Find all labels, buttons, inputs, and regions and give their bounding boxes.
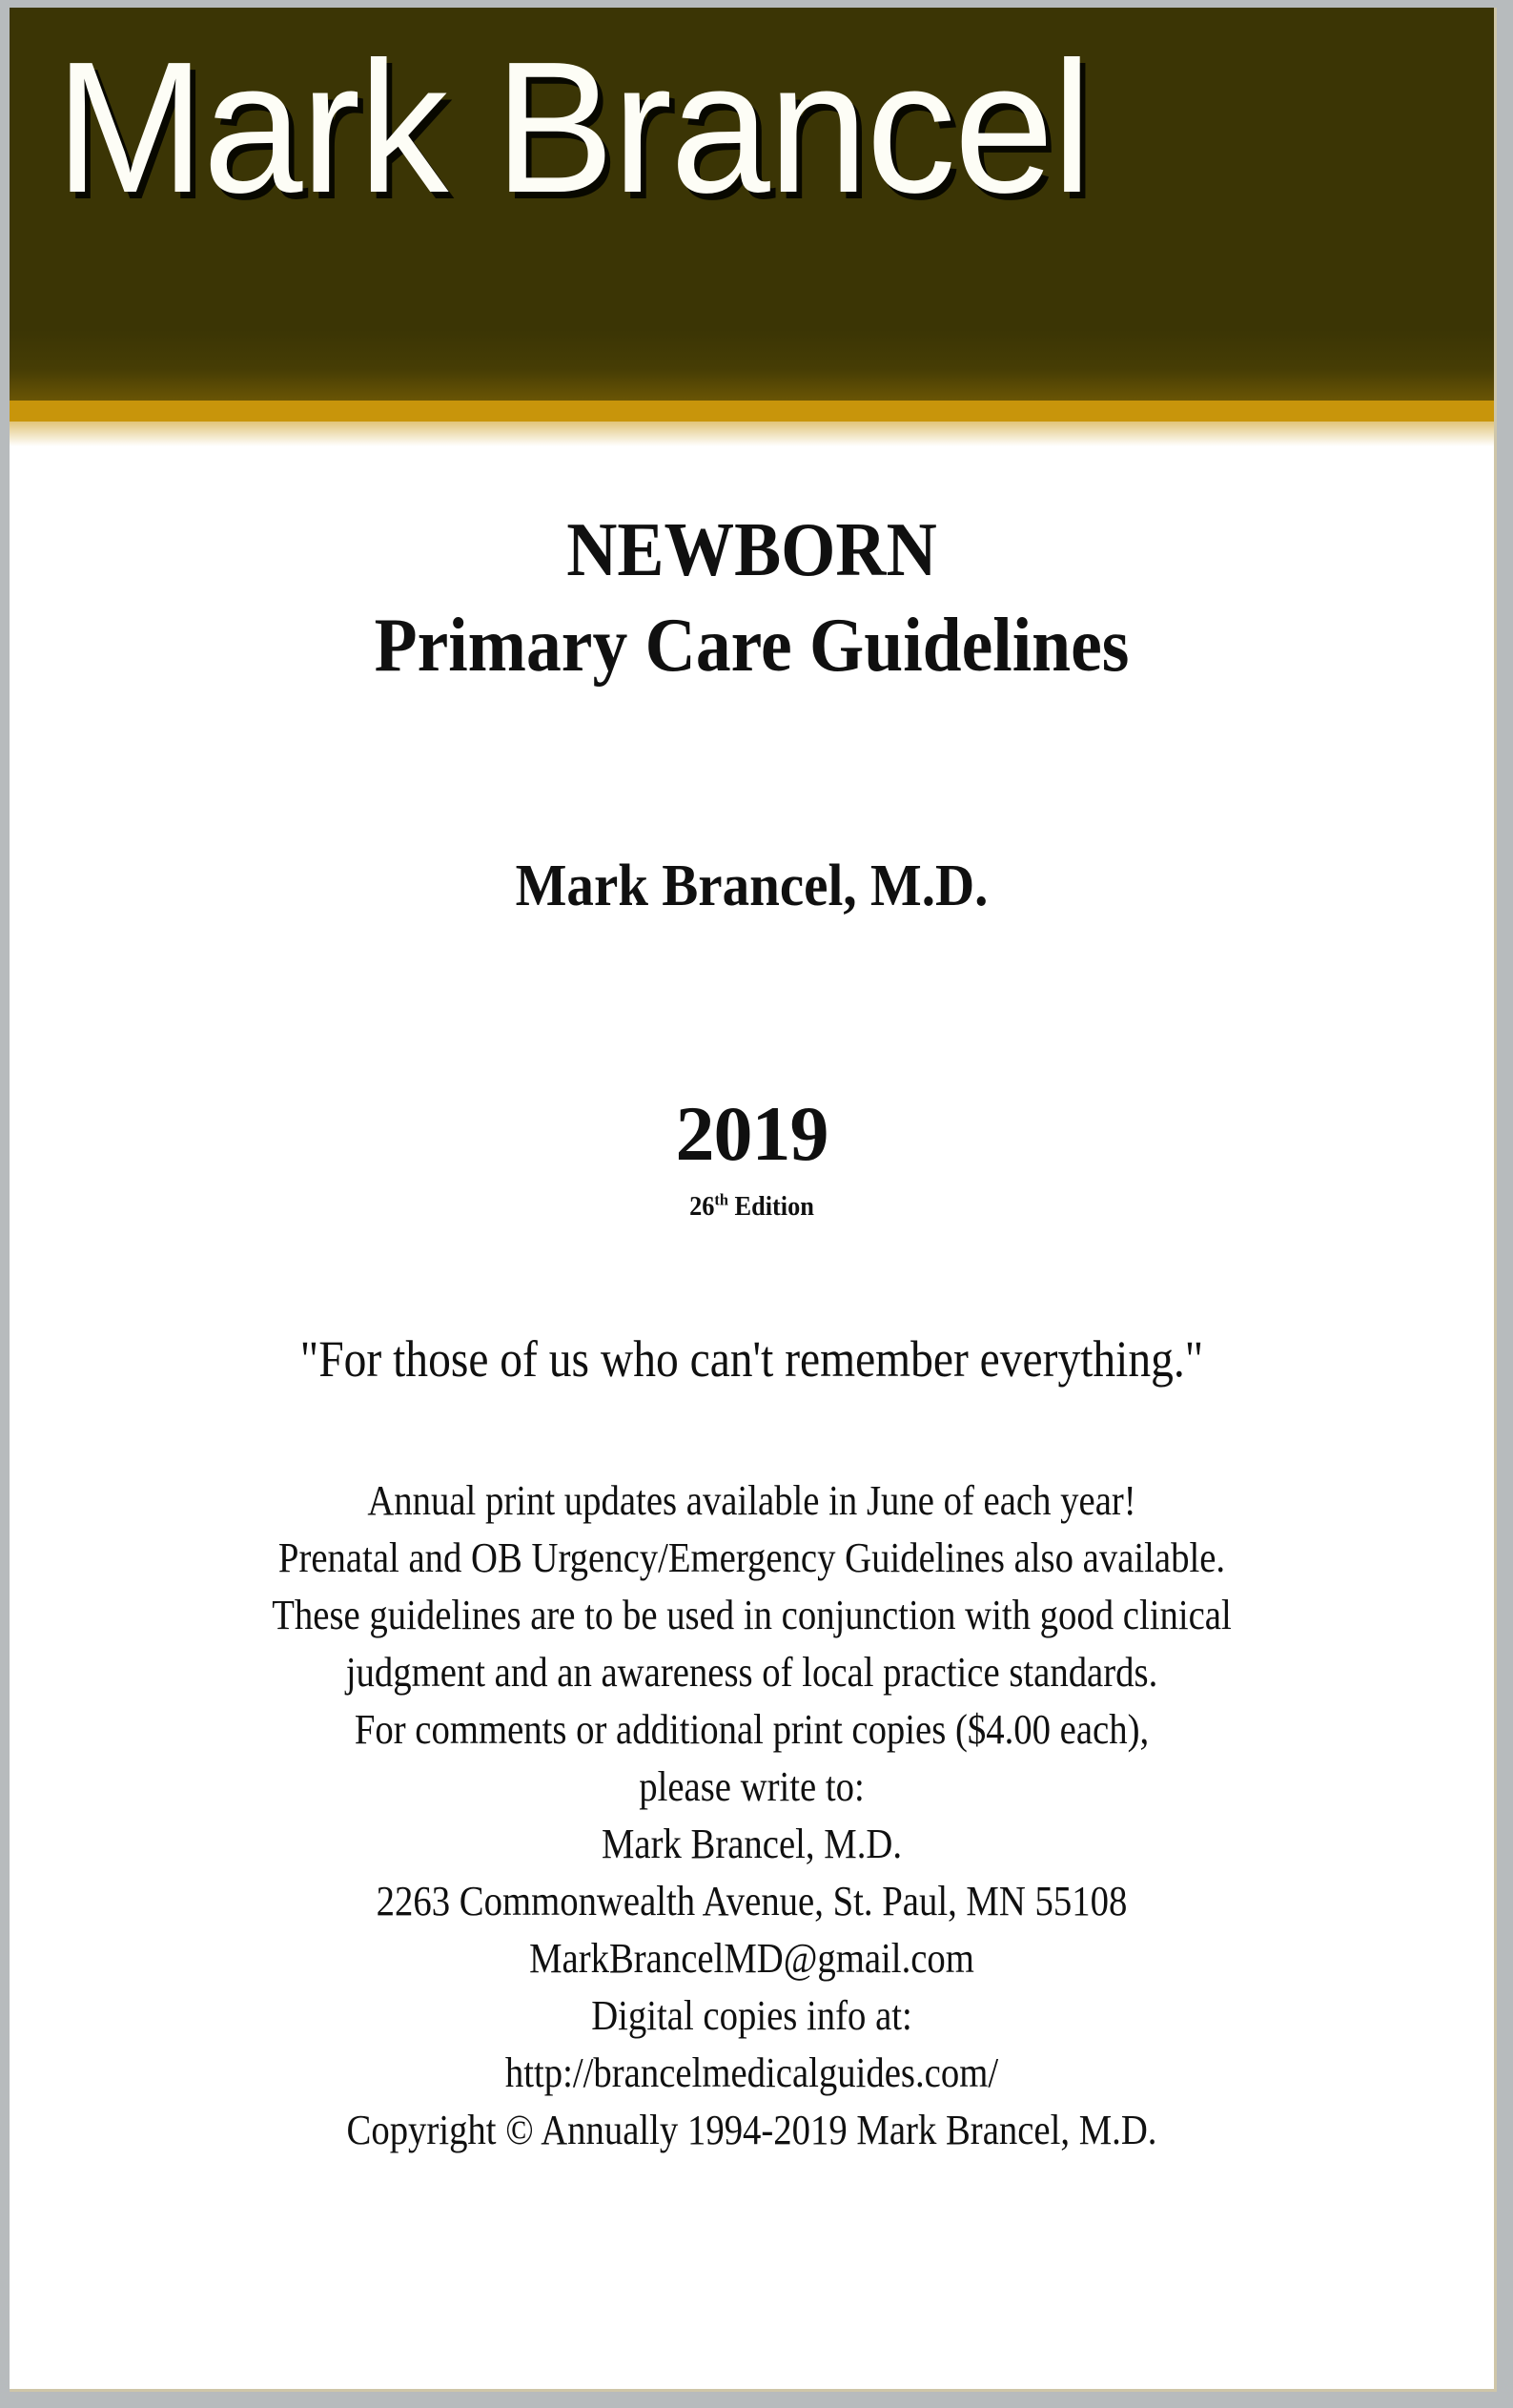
author-name: Mark Brancel, M.D.: [515, 854, 989, 918]
info-line-copyright: Copyright © Annually 1994-2019 Mark Brancel, M.D.: [346, 2107, 1157, 2153]
masthead-title: Mark Brancel: [55, 23, 1091, 232]
info-line: Prenatal and OB Urgency/Emergency Guidelines also available.: [277, 1534, 1226, 1581]
masthead-banner: [10, 8, 1494, 401]
publication-year: 2019: [675, 1090, 828, 1177]
gold-divider-rule: [10, 401, 1494, 422]
page-title-line-1: NEWBORN: [566, 508, 937, 592]
info-line: Digital copies info at:: [591, 1992, 912, 2039]
info-line-email: MarkBrancelMD@gmail.com: [529, 1935, 974, 1982]
edition-label: [54, 1190, 1450, 1222]
info-line: These guidelines are to be used in conjunction with good clinical: [272, 1592, 1232, 1638]
page-title-line-2: Primary Care Guidelines: [374, 604, 1130, 688]
info-line: judgment and an awareness of local practice standards.: [345, 1649, 1158, 1696]
info-line: Mark Brancel, M.D.: [601, 1821, 903, 1867]
gold-divider-fade: [10, 422, 1494, 446]
info-line: For comments or additional print copies ($4.00 each),: [354, 1706, 1150, 1753]
tagline-quote: "For those of us who can't remember everything.": [299, 1330, 1204, 1388]
info-line-website: http://brancelmedicalguides.com/: [504, 2049, 999, 2096]
edition-ordinal-suffix: th: [714, 1190, 728, 1209]
edition-number: 26: [689, 1192, 715, 1222]
contact-info-block: [10, 1472, 1494, 2159]
info-line: Annual print updates available in June of each year!: [367, 1477, 1136, 1524]
info-line: please write to:: [639, 1763, 865, 1810]
cover-content: [10, 446, 1494, 2392]
document-page: [10, 8, 1497, 2392]
edition-word: Edition: [727, 1192, 814, 1222]
info-line-address: 2263 Commonwealth Avenue, St. Paul, MN 55108: [376, 1878, 1128, 1924]
